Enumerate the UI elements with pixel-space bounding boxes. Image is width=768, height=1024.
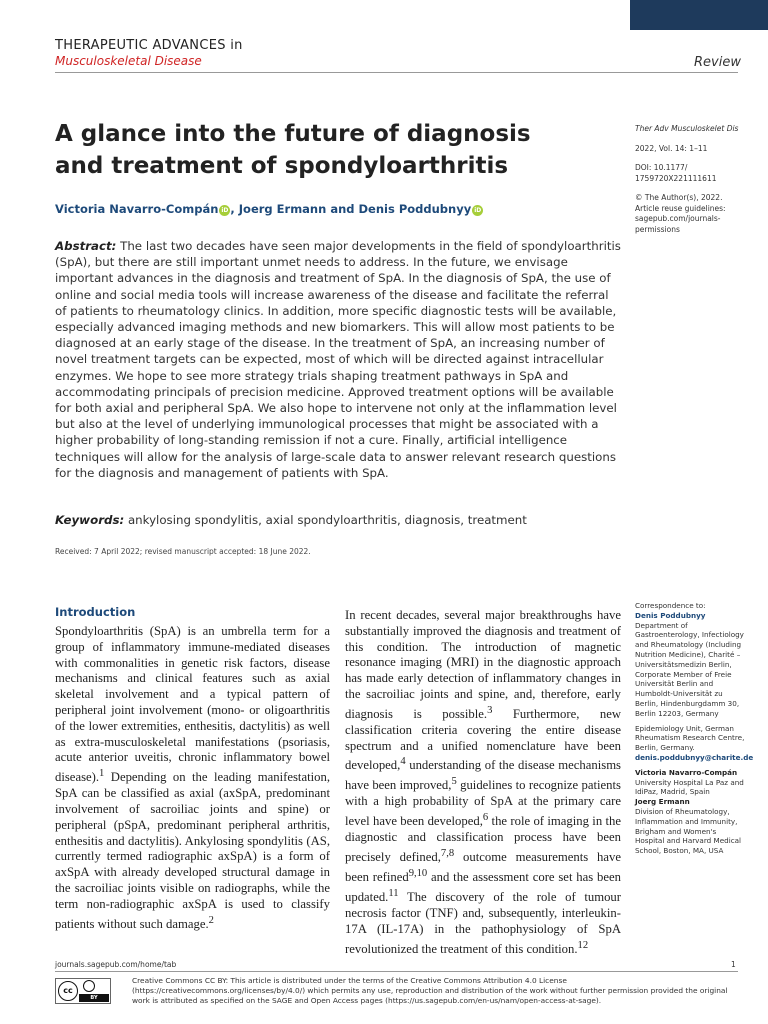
intro-paragraph-1 [55, 624, 330, 933]
body-text: and the assessment core set has been updated. [345, 870, 621, 905]
journal-subtitle: Musculoskeletal Disease [55, 54, 202, 68]
citation-ref[interactable]: 6 [482, 812, 489, 824]
author-3-affil-address: Division of Rheumatology, Inflammation and Immunity, Brigham and Women's Hospital and Harvard Medical School, Boston, MA, USA [635, 806, 742, 856]
correspondence-label: Correspondence to: [635, 601, 706, 610]
orcid-icon[interactable]: iD [474, 207, 482, 214]
author-2-affil-address: University Hospital La Paz and IdiPaz, Madrid, Spain [635, 777, 744, 797]
author-list [55, 202, 483, 216]
citation-ref[interactable]: 5 [451, 776, 457, 788]
citation-ref[interactable]: 9,10 [408, 868, 428, 880]
citation-ref[interactable]: 11 [388, 888, 399, 900]
body-text: outcome measurements have been refined [345, 850, 622, 885]
citation-ref[interactable]: 4 [400, 756, 406, 768]
body-text: guidelines to recognize patients with a high probability of SpA at the primary care level have been developed, [345, 778, 621, 829]
cc-icon: cc [58, 981, 78, 1001]
section-heading: Introduction [55, 605, 136, 619]
author-1-name[interactable]: Victoria Navarro-Compán [55, 202, 219, 216]
body-text: Spondyloarthritis (SpA) is an umbrella term for a group of inflammatory immune-mediated diseases with commonalities in genetic risk factors, disease mechanisms and clinical features such as axial skeletal involvement and a typical pattern of peripheral joint involvement (mono- or oligoarthritis of the lower extremities, enthesitis, dactylitis) as well as extra-musculoskeletal manifestations (psoriasis, acute anterior uveitis, chronic inflammatory bowel disease). [55, 624, 330, 785]
body-text: The discovery of the role of tumour necrosis factor (TNF) and, subsequently, interleukin-17A (IL-17A) in the pathophysiology of SpA revolutionized the treatment of this condition. [345, 890, 621, 957]
journal-abbrev: Ther Adv Musculoskelet Dis [635, 124, 739, 133]
license-statement: Creative Commons CC BY: This article is distributed under the terms of the Creative Commons Attribution 4.0 License (https://creativecommons.org/licenses/by/4.0/) which permits any use, reproduction and distribution of the work without further permission provided the original work is attributed as specified on the SAGE and Open Access pages (https://us.sagepub.com/en-us/nam/open-access-at-sage). [132, 976, 728, 1005]
citation-ref[interactable]: 1 [99, 768, 105, 780]
journal-url[interactable]: journals.sagepub.com/home/tab [55, 960, 177, 969]
person-icon [83, 980, 95, 992]
body-column-2 [345, 608, 621, 958]
correspondence-block [635, 601, 754, 856]
year-volume: 2022, Vol. 14: 1–11 [635, 143, 708, 153]
corresponding-address-1: Department of Gastroenterology, Infectiology and Rheumatology (Including Nutrition Medicine), Charité – Universitätsmedizin Berlin, Corporate Member of Freie Universität Berlin and Humboldt-Universität zu Berlin, Hindenburgdamm 30, Berlin 12203, Germany [635, 620, 744, 718]
author-2-3-names[interactable]: , Joerg Ermann and Denis Poddubnyy [230, 202, 472, 216]
article-meta [635, 124, 745, 235]
citation-ref[interactable]: 2 [208, 914, 214, 926]
keywords-text: ankylosing spondylitis, axial spondyloarthritis, diagnosis, treatment [124, 513, 527, 527]
creative-commons-by-badge [55, 978, 111, 1004]
keywords-label: Keywords: [55, 513, 125, 527]
reuse-line-1: Article reuse guidelines: [635, 203, 726, 213]
body-text: the role of imaging in the diagnostic and classification process have been precisely defined, [345, 814, 621, 865]
abstract-text: The last two decades have seen major developments in the field of spondyloarthritis (SpA), but there are still important unmet needs to address. In the future, we envisage important advances in the diagnosis and treatment of SpA. In the diagnosis of SpA, the use of online and social media tools will increase awareness of the disease and facilitate the referral of patients to rheumatology clinics. In addition, more specific diagnostic tests will be available, especially advanced imaging methods and new biomarkers. This will allow most patients to be diagnosed at an early stage of the disease. In the treatment of SpA, an increasing number of novel treatment targets can be expected, most of which will be directed against intracellular enzymes. We hope to see more strategy trials shaping treatment pathways in SpA and accommodating principals of precision medicine. Approved treatment options will be available for both axial and peripheral SpA. We also hope to intervene not only at the inflammation level but also at the level of underlying immunological processes that might be associated with a higher probability of long-standing remission if not a cure. Finally, artificial intelligence techniques will allow for the analysis of large-scale data to answer relevant research questions for the diagnosis and management of patients with SpA. [55, 239, 621, 480]
corresponding-address-2: Epidemiology Unit, German Rheumatism Research Centre, Berlin, Germany. [635, 723, 745, 753]
corresponding-email[interactable]: denis.poddubnyy@charite.de [635, 752, 754, 762]
reuse-line-3[interactable]: permissions [635, 224, 680, 234]
intro-paragraph-2 [345, 608, 621, 958]
header-divider [55, 72, 738, 73]
author-2-affil-name: Victoria Navarro-Compán [635, 767, 738, 777]
by-label: BY [79, 994, 109, 1002]
abstract [55, 238, 621, 481]
copyright: © The Author(s), 2022. [635, 193, 723, 202]
keywords [55, 513, 621, 527]
citation-ref[interactable]: 3 [487, 704, 493, 716]
article-title: A glance into the future of diagnosis and treatment of spondyloarthritis [55, 121, 531, 179]
journal-title: THERAPEUTIC ADVANCES in [55, 38, 243, 53]
doi-line-2: 1759720X221111611 [635, 173, 717, 183]
orcid-icon[interactable]: iD [221, 207, 229, 214]
corner-accent-block [630, 0, 768, 30]
article-type-label: Review [694, 55, 741, 70]
body-text: In recent decades, several major breakthroughs have substantially improved the diagnosis and treatment of this condition. The introduction of magnetic resonance imaging (MRI) in the diagnostic approach has made early detection of inflammatory changes in the sacroiliac joints and spine, and, therefore, early diagnosis is possible. [345, 608, 621, 722]
footer-divider [55, 971, 738, 972]
author-3-affil-name: Joerg Ermann [635, 797, 690, 807]
abstract-label: Abstract: [55, 239, 117, 253]
page-number: 1 [731, 960, 736, 969]
received-dates: Received: 7 April 2022; revised manuscript accepted: 18 June 2022. [55, 547, 311, 556]
body-text: Depending on the leading manifestation, SpA can be classified as axial (axSpA, predominant involvement of sacroiliac joints and spine) or peripheral (pSpA, predominant peripheral arthritis, enthesitis and dactylitis). Ankylosing spondylitis (AS, currently termed radiographic axSpA) is a form of axSpA with already developed structural damage in the sacroiliac joints visible on radiographs, while the term non-radiographic axSpA is used to classify patients without such damage. [55, 770, 330, 931]
body-text: Furthermore, new classification criteria covering the entire disease spectrum and a unified nomenclature have been developed, [345, 707, 621, 773]
body-column-1 [55, 606, 330, 933]
citation-ref[interactable]: 7,8 [440, 848, 455, 860]
reuse-line-2[interactable]: sagepub.com/journals- [635, 214, 721, 223]
doi-line-1: DOI: 10.1177/ [635, 163, 688, 172]
body-text: understanding of the disease mechanisms have been improved, [345, 758, 621, 793]
citation-ref[interactable]: 12 [577, 939, 589, 951]
corresponding-author-name: Denis Poddubnyy [635, 610, 706, 620]
